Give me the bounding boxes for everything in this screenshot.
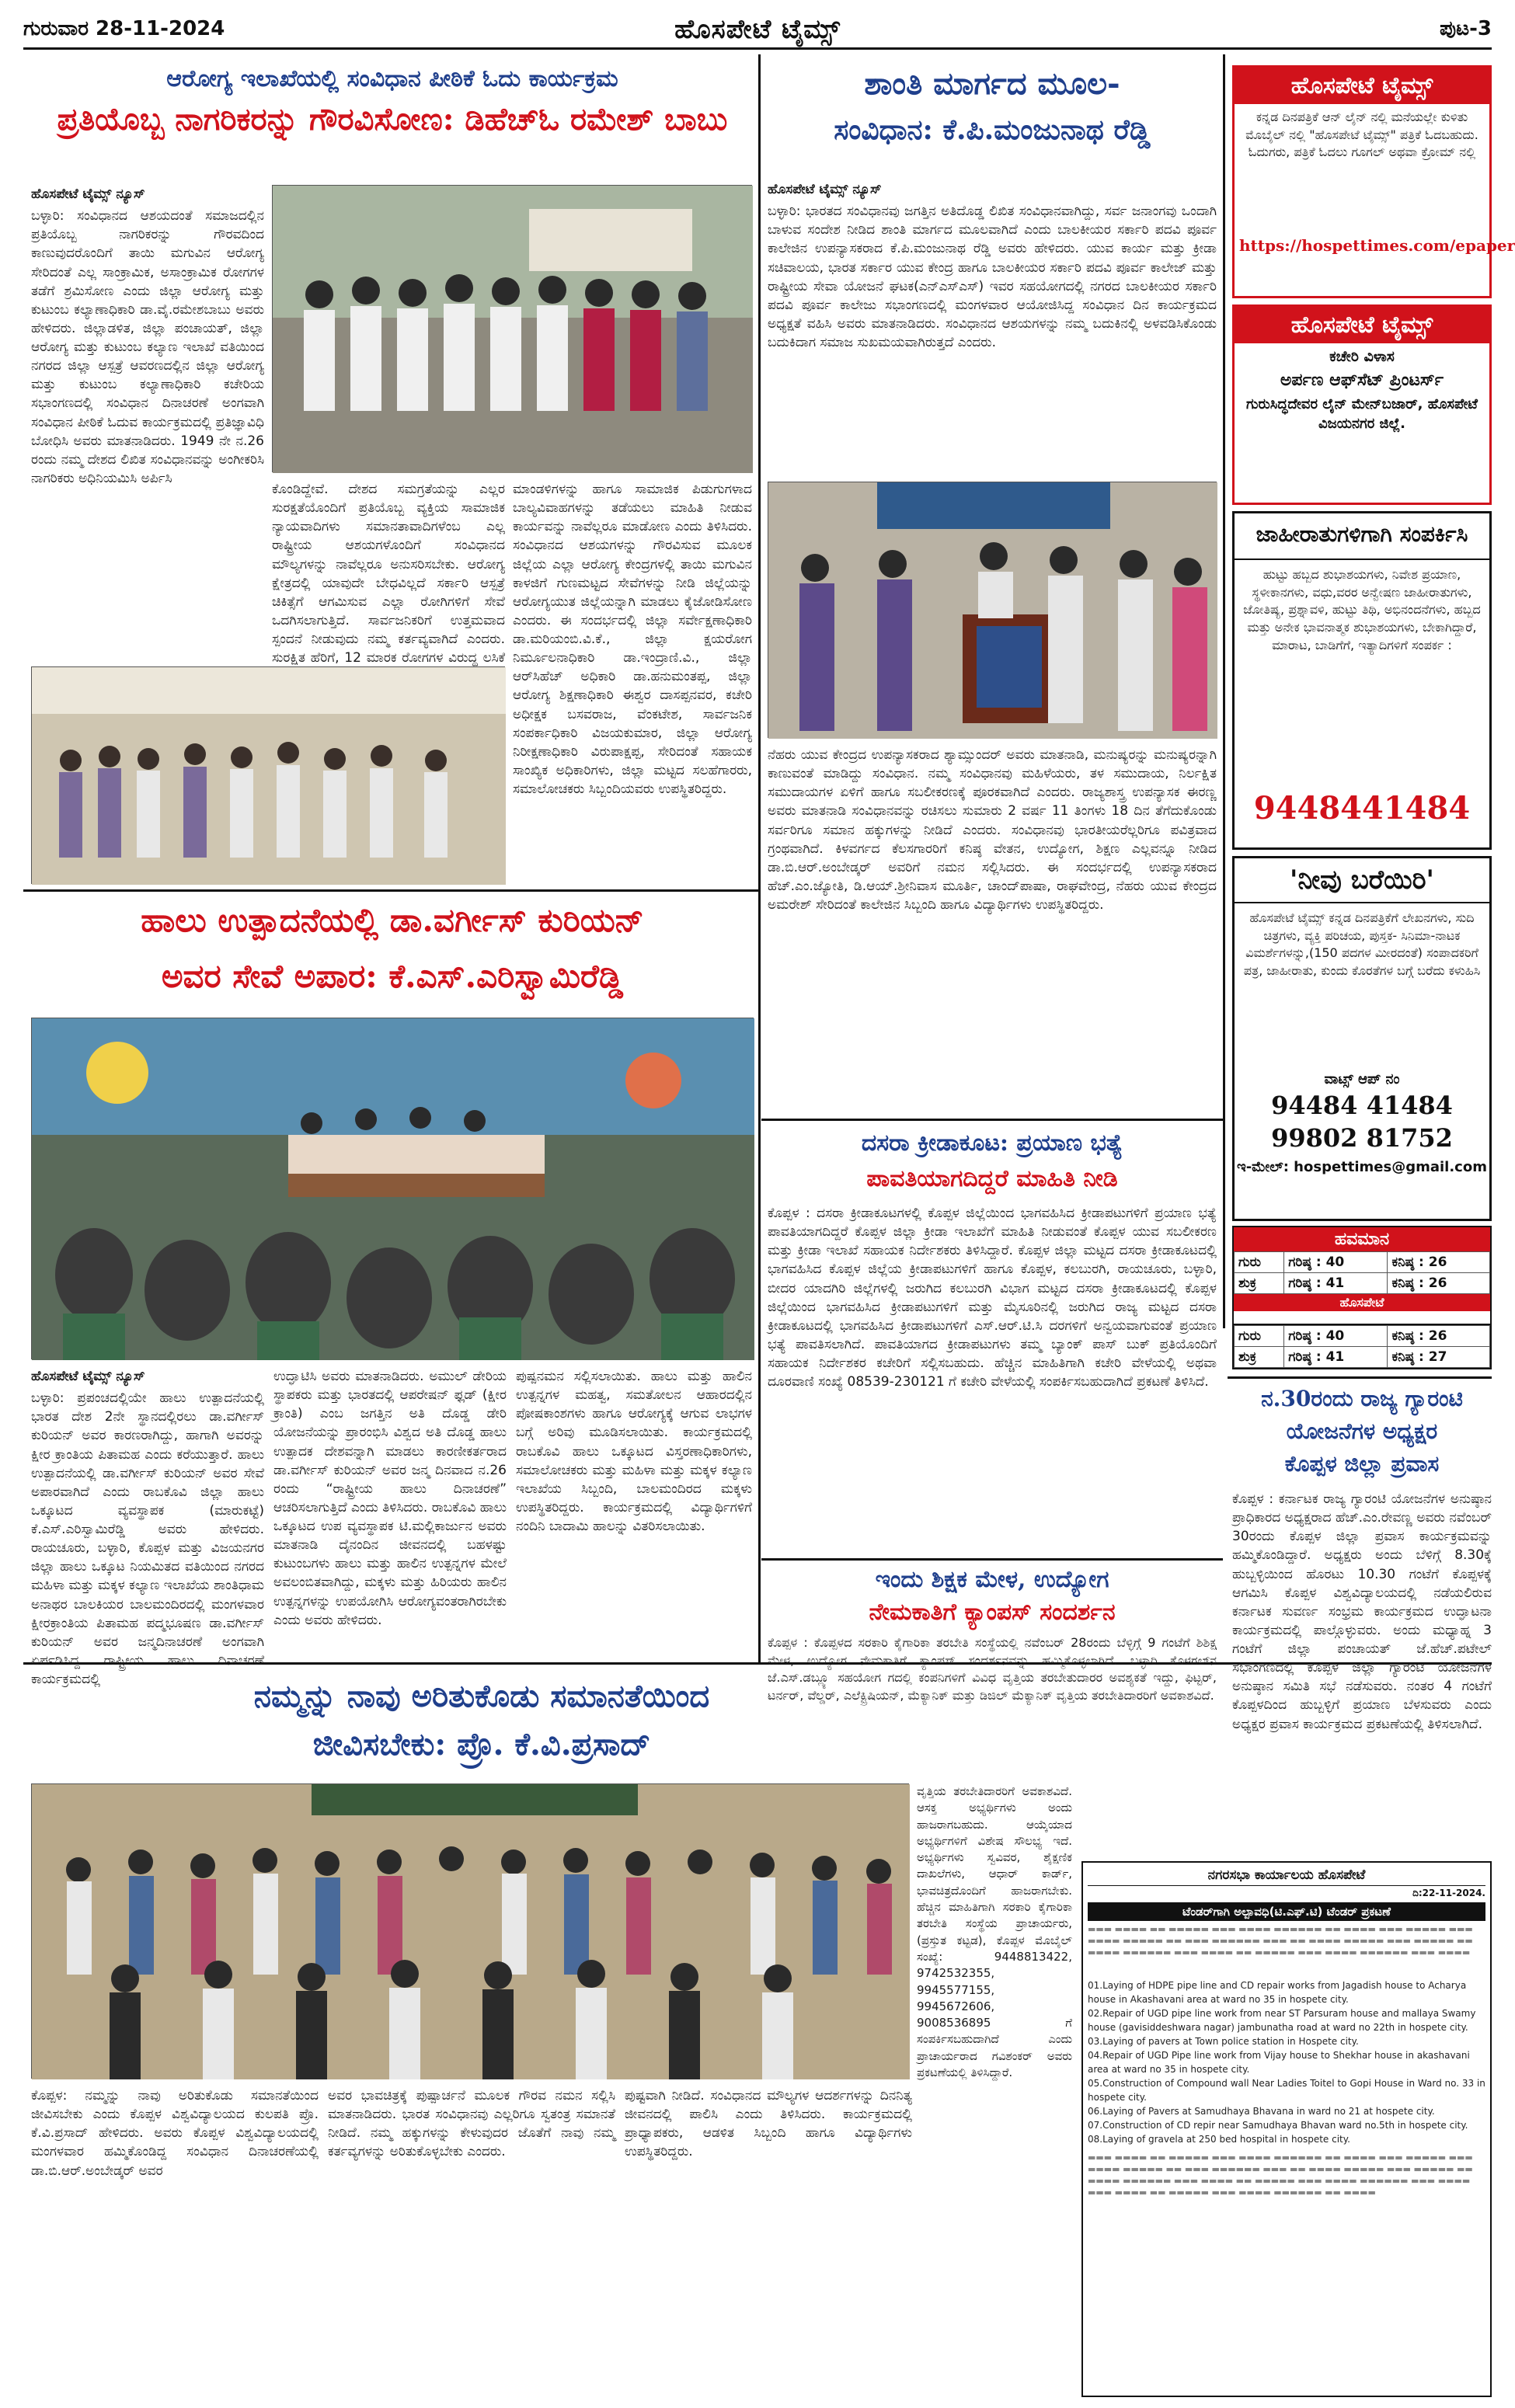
- weather-title: ಹವಮಾನ: [1234, 1227, 1490, 1251]
- tender-notice: [1081, 1861, 1492, 2397]
- tender-title: ಟೆಂಡರ್‌ಗಾಗಿ ಅಲ್ಪಾವಧಿ(ಟಿ.ಎಫ್.ಟಿ) ಟೆಂಡರ್ ಪ್ರಕಟಣೆ: [1088, 1902, 1485, 1921]
- weather-min: ಕನಿಷ್ಠ : 26: [1388, 1273, 1490, 1294]
- article2-text: ಬಳ್ಳಾರಿ: ಭಾರತದ ಸಂವಿಧಾನವು ಜಗತ್ತಿನ ಅತಿದೊಡ್ಡ ಲಿಖಿತ ಸಂವಿಧಾನವಾಗಿದ್ದು, ಸರ್ವ ಜನಾಂಗವು ಒಂದಾಗಿ ಬಾಳುವ ಸಂದೇಶ ನೀಡಿದ ಶಾಂತಿ ಮಾರ್ಗದ ಮೂಲವಾಗಿದೆ ಎಂದು ಬಾಲಕೀಯರ ಸರ್ಕಾರಿ ಪದವಿ ಪೂರ್ವ ಕಾಲೇಜಿನ ಉಪನ್ಯಾಸಕರಾದ ಕೆ.ಪಿ.ಮಂಜುನಾಥ ರೆಡ್ಡಿ ಅವರು ಹೇಳಿದರು. ಯುವ ಕಾರ್ಯ ಮತ್ತು ಕ್ರೀಡಾ ಸಚಿವಾಲಯ, ಭಾರತ ಸರ್ಕಾರ ಯುವ ಕೇಂದ್ರ ಹಾಗೂ ಬಾಲಕೀಯರ ಸರ್ಕಾರಿ ಪದವಿ ಪೂರ್ವ ಕಾಲೇಜ್ ಮತ್ತು ರಾಷ್ಟ್ರೀಯ ಸೇವಾ ಯೋಜನೆ ಘಟಕ(ಎನ್‌ಎಸ್‌ಎಸ್) ಇವರ ಸಹಯೋಗದಲ್ಲಿ ನಗರದ ಬಾಲಕೀಯರ ಸರ್ಕಾರಿ ಪದವಿ ಪೂರ್ವ ಕಾಲೇಜು ಸಭಾಂಗಣದಲ್ಲಿ ಮಂಗಳವಾರ ಆಯೋಜಿಸಿದ್ದ ಸಂವಿಧಾನ ದಿನ ಕಾರ್ಯಕ್ರಮದ ಅಧ್ಯಕ್ಷತೆ ವಹಿಸಿ ಅವರು ಮಾತನಾಡಿದರು. ಸಂವಿಧಾನದ ಆಶಯಗಳನ್ನು ನಮ್ಮ ಬದುಕಿನಲ್ಲಿ ಅಳವಡಿಸಿಕೊಂಡು ಬದುಕಿದಾಗ ಸಮಾಜ ಸುಖಮಯವಾಗಿರುತ್ತದೆ ಎಂದರು.: [768, 204, 1217, 350]
- weather-box-2: [1232, 1325, 1492, 1369]
- weather-table-1: [1234, 1251, 1490, 1294]
- article7-text: ಕೊಪ್ಪಳ: ನಮ್ಮನ್ನು ನಾವು ಅರಿತುಕೊಡು ಸಮಾನತೆಯಿಂದ ಜೀವಿಸಬೇಕು ಎಂದು ಕೊಪ್ಪಳ ವಿಶ್ವವಿದ್ಯಾಲಯದ ಕುಲಪತಿ ಪ್ರೊ. ಕೆ.ವಿ.ಪ್ರಸಾದ್ ಹೇಳಿದರು. ಅವರು ಕೊಪ್ಪಳ ವಿಶ್ವವಿದ್ಯಾಲಯದಲ್ಲಿ ಮಂಗಳವಾರ ಹಮ್ಮಿಕೊಂಡಿದ್ದ ಸಂವಿಧಾನ ದಿನಾಚರಣೆಯಲ್ಲಿ ಡಾ.ಬಿ.ಆರ್.ಅಂಬೇಡ್ಕರ್ ಅವರ: [31, 2088, 319, 2179]
- article6-body: [1232, 1490, 1492, 1855]
- tender-work-item: 08.Laying of gravela at 250 bed hospital in hospete city.: [1088, 2134, 1350, 2145]
- section-divider: [761, 1558, 1223, 1561]
- tender-footer-text: ▬▬▬ ▬▬▬▬ ▬▬ ▬▬▬▬▬ ▬▬▬ ▬▬▬▬ ▬▬▬▬▬▬ ▬▬ ▬▬▬▬ ▬▬▬ ▬▬▬▬▬ ▬▬▬ ▬▬▬▬ ▬▬▬▬▬ ▬▬ ▬▬▬ ▬▬▬▬▬▬ ▬▬▬ ▬▬ ▬▬▬▬ ▬▬▬▬▬ ▬▬▬ ▬▬▬▬▬ ▬▬ ▬▬▬▬ ▬▬▬▬▬▬ ▬▬▬ ▬▬▬▬ ▬▬ ▬▬▬▬▬ ▬▬▬ ▬▬▬▬ ▬▬▬▬▬▬ ▬▬▬ ▬▬▬▬ ▬▬▬ ▬▬▬▬ ▬▬ ▬▬▬▬▬ ▬▬▬ ▬▬▬▬ ▬▬▬▬▬▬ ▬▬ ▬▬▬▬: [1088, 2152, 1473, 2197]
- tender-work-item: 02.Repair of UGD pipe line work from near ST Parsuram house and mallaya Swamy house (gavisiddeshwara nagar) jambunatha road at ward no 22th in hospete city.: [1088, 2008, 1476, 2033]
- article7-text-2: ಅವರ ಭಾವಚಿತ್ರಕ್ಕೆ ಪುಷ್ಪಾರ್ಚನೆ ಮೂಲಕ ಗೌರವ ನಮನ ಸಲ್ಲಿಸಿ ಮಾತನಾಡಿದರು. ಭಾರತ ಸಂವಿಧಾನವು ಎಲ್ಲರಿಗೂ ಸ್ವತಂತ್ರ ಸಮಾನತೆ ನೀಡಿದೆ. ನಮ್ಮ ಹಕ್ಕುಗಳನ್ನು ಕೇಳುವುದರ ಜೊತೆಗೆ ನಾವು ನಮ್ಮ ಕರ್ತವ್ಯಗಳನ್ನು ಅರಿತುಕೊಳ್ಳಬೇಕು ಎಂದರು.: [328, 2088, 615, 2160]
- article7-col3: [625, 2086, 912, 2397]
- tender-work-item: 01.Laying of HDPE pipe line and CD repair works from Jagadish house to Acharya house in Akashavani area at ward no 35 in hospete city.: [1088, 1980, 1467, 2005]
- article7-side-text: ವೃತ್ತಿಯ ತರಬೇತಿದಾರರಿಗೆ ಅವಕಾಶವಿದೆ. ಆಸಕ್ತ ಅಭ್ಯರ್ಥಿಗಳು ಅಂದು ಹಾಜರಾಗಬಹುದು. ಆಯ್ಕೆಯಾದ ಅಭ್ಯರ್ಥಿಗಳಿಗೆ ವಿಶೇಷ ಸೌಲಭ್ಯ ಇದೆ. ಅಭ್ಯರ್ಥಿಗಳು ಸ್ವವಿವರ, ಶೈಕ್ಷಣಿಕ ದಾಖಲೆಗಳು, ಆಧಾರ್ ಕಾರ್ಡ್, ಭಾವಚಿತ್ರದೊಂದಿಗೆ ಹಾಜರಾಗಬೇಕು. ಹೆಚ್ಚಿನ ಮಾಹಿತಿಗಾಗಿ ಸರಕಾರಿ ಕೈಗಾರಿಕಾ ತರಬೇತಿ ಸಂಸ್ಥೆಯ ಪ್ರಾಚಾರ್ಯರು, (ಪ್ರಸ್ತುತ ಕಟ್ಟಡ), ಕೊಪ್ಪಳ ಮೊಬೈಲ್ ಸಂಖ್ಯೆ: 9448813422, 9742532355, 9945577155, 9945672606, 9008536895 ಗೆ ಸಂಪರ್ಕಿಸಬಹುದಾಗಿದೆ ಎಂದು ಪ್ರಾಚಾರ್ಯರಾದ ಗವಿಶಂಕರ್ ಅವರು ಪ್ರಕಟಣೆಯಲ್ಲಿ ತಿಳಿಸಿದ್ದಾರೆ.: [917, 1784, 1072, 2080]
- whatsapp-label: ವಾಟ್ಸ್ ಆಪ್ ನಂ: [1324, 1071, 1400, 1087]
- article4-body: [768, 1204, 1217, 1554]
- ads-contact-box: [1232, 511, 1492, 850]
- article6-headline-1: ನ.30ರಂದು ರಾಜ್ಯ ಗ್ಯಾರಂಟಿ: [1261, 1386, 1463, 1411]
- weather-day: ಶುಕ್ರ: [1235, 1347, 1284, 1368]
- article1-kicker: ಆರೋಗ್ಯ ಇಲಾಖೆಯಲ್ಲಿ ಸಂವಿಧಾನ ಪೀಠಿಕೆ ಓದು ಕಾರ್ಯಕ್ರಮ: [166, 65, 618, 92]
- article7-col2: [328, 2086, 615, 2397]
- article3-headline-1: ಹಾಲು ಉತ್ಪಾದನೆಯಲ್ಲಿ ಡಾ.ವರ್ಗೀಸ್ ಕುರಿಯನ್: [141, 901, 644, 939]
- milk-day-event-photo: [32, 1018, 754, 1360]
- tender-date: ದಿ:22-11-2024.: [1412, 1888, 1485, 1898]
- weather-max: ಗರಿಷ್ಠ : 40: [1284, 1252, 1388, 1273]
- article1-headline: ಪ್ರತಿಯೊಬ್ಬ ನಾಗರಿಕರನ್ನು ಗೌರವಿಸೋಣ: ಡಿಹೆಚ್ಓ ರಮೇಶ್ ಬಾಬು: [57, 101, 728, 137]
- printer-name: ಅರ್ಪಣ ಆಫ್‌ಸೆಟ್ ಪ್ರಿಂಟರ್ಸ್: [1280, 370, 1444, 390]
- weather-box: [1232, 1226, 1492, 1325]
- weather-row: [1235, 1273, 1490, 1294]
- office-street: ಗುರುಸಿದ್ಧದೇವರ ಲೈನ್ ಮೇನ್‌ಬಜಾರ್, ಹೊಸಪೇಟೆ: [1246, 396, 1478, 412]
- university-group-photo: [32, 1784, 910, 2079]
- tender-works-list: [1088, 1978, 1485, 2146]
- office-label: ಕಚೇರಿ ವಿಳಾಸ: [1329, 348, 1395, 365]
- office-district: ವಿಜಯನಗರ ಜಿಲ್ಲೆ.: [1318, 416, 1405, 432]
- article5-body: [768, 1634, 1217, 1703]
- weather-city: ಹೊಸಪೇಟೆ: [1234, 1294, 1490, 1311]
- section-divider: [761, 1119, 1223, 1121]
- phone-1[interactable]: 94484 41484: [1271, 1091, 1453, 1120]
- tender-work-item: 04.Repair of UGD Pipe line work from Vijay house to Shekhar house in akashavani area at ward no 35 in hospete city.: [1088, 2050, 1470, 2075]
- ads-text: ಹುಟ್ಟು ಹಬ್ಬದ ಶುಭಾಶಯಗಳು, ನಿವೇಶ ಪ್ರಯಾಣ, ಸ್ಥಳೀಕಾನಗಳು, ವಧು,ವರರ ಅನ್ವೇಷಣ ಜಾಹೀರಾತುಗಳು, ಜೋತಿಷ್ಯ, ಪ್ರಶ್ನಾವಳಿ, ಹುಟ್ಟು ತಿಥಿ, ಅಭಿನಂದನೆಗಳು, ಹಬ್ಬದ ಮತ್ತು ಅನೇಕ ಭಾವನಾತ್ಮಕ ಶುಭಾಶಯಗಳು, ಬೇಕಾಗಿದ್ದಾರೆ, ಮಾರಾಟ, ಬಾಡಿಗೆಗೆ, ಇತ್ಯಾದಿಗಳಿಗೆ ಸಂಪರ್ಕ :: [1243, 567, 1481, 652]
- tender-work-item: 07.Construction of CD repir near Samudhaya Bhavan ward no.5th in hospete city.: [1088, 2120, 1468, 2131]
- article2-headline-2: ಸಂವಿಧಾನ: ಕೆ.ಪಿ.ಮಂಜುನಾಥ ರೆಡ್ಡಿ: [834, 113, 1151, 146]
- article1-col2: [272, 480, 505, 666]
- article3-col3: [516, 1367, 752, 1656]
- weather-max: ಗರಿಷ್ಠ : 41: [1284, 1273, 1388, 1294]
- weather-min: ಕನಿಷ್ಠ : 26: [1388, 1252, 1490, 1273]
- article7-text-3: ಪುಷ್ಟವಾಗಿ ನೀಡಿದೆ. ಸಂವಿಧಾನದ ಮೌಲ್ಯಗಳ ಆದರ್ಶಗಳನ್ನು ದಿನನಿತ್ಯ ಜೀವನದಲ್ಲಿ ಪಾಲಿಸಿ ಎಂದು ತಿಳಿಸಿದರು. ಕಾರ್ಯಕ್ರಮದಲ್ಲಿ ಪ್ರಾಧ್ಯಾಪಕರು, ಆಡಳಿತ ಸಿಬ್ಬಂದಿ ಹಾಗೂ ವಿದ್ಯಾರ್ಥಿಗಳು ಉಪಸ್ಥಿತರಿದ್ದರು.: [625, 2088, 912, 2160]
- article1-text-2: ಕೊಂಡಿದ್ದೇವೆ. ದೇಶದ ಸಮಗ್ರತೆಯನ್ನು ಎಲ್ಲರ ಸುರಕ್ಷತೆಯೊಂದಿಗೆ ಪ್ರತಿಯೊಬ್ಬ ವ್ಯಕ್ತಿಯ ಸಾಮಾಜಿಕ ನ್ಯಾಯವಾದಿಗಳು ಸಮಾನತಾವಾದಿಗಳೆಂಬ ಎಲ್ಲ ರಾಷ್ಟ್ರೀಯ ಆಶಯಗಳೊಂದಿಗೆ ಸಂವಿಧಾನದ ಮೌಲ್ಯಗಳನ್ನು ನಾವೆಲ್ಲರೂ ಅನುಸರಿಸಬೇಕು. ಆರೋಗ್ಯ ಕ್ಷೇತ್ರದಲ್ಲಿ ಯಾವುದೇ ಬೇಧವಿಲ್ಲದೆ ಸರ್ಕಾರಿ ಆಸ್ಪತ್ರೆ ಚಿಕಿತ್ಸೆಗೆ ಆಗಮಿಸುವ ಎಲ್ಲಾ ರೋಗಿಗಳಿಗೆ ಸೇವೆ ಒದಗಿಸಲಾಗುತ್ತಿದೆ. ಸಾರ್ವಜನಿಕರಿಗೆ ಉತ್ತಮವಾದ ಸ್ಪಂದನೆ ನೀಡುವುದು ನಮ್ಮ ಕರ್ತವ್ಯವಾಗಿದೆ ಎಂದರು. ಸುರಕ್ಷಿತ ಹೆರಿಗೆ, 12 ಮಾರಕ ರೋಗಗಳ ವಿರುದ್ಧ ಲಸಿಕೆ: [272, 482, 505, 666]
- weather-day: ಗುರು: [1235, 1252, 1284, 1273]
- masthead: [23, 14, 1492, 50]
- article6-text: ಕೊಪ್ಪಳ : ಕರ್ನಾಟಕ ರಾಜ್ಯ ಗ್ಯಾರಂಟಿ ಯೋಜನೆಗಳ ಅನುಷ್ಠಾನ ಪ್ರಾಧಿಕಾರದ ಅಧ್ಯಕ್ಷರಾದ ಹೆಚ್.ಎಂ.ರೇವಣ್ಣ ಅವರು ನವೆಂಬರ್ 30ರಂದು ಕೊಪ್ಪಳ ಜಿಲ್ಲಾ ಪ್ರವಾಸ ಕಾರ್ಯಕ್ರಮವನ್ನು ಹಮ್ಮಿಕೊಂಡಿದ್ದಾರೆ. ಅಧ್ಯಕ್ಷರು ಅಂದು ಬೆಳಿಗ್ಗೆ 8.30ಕ್ಕೆ ಹುಬ್ಬಳ್ಳಿಯಿಂದ ಹೊರಟು 10.30 ಗಂಟೆಗೆ ಕೊಪ್ಪಳಕ್ಕೆ ಆಗಮಿಸಿ ಕೊಪ್ಪಳ ವಿಶ್ವವಿದ್ಯಾಲಯದಲ್ಲಿ ನಡೆಯಲಿರುವ ಕರ್ನಾಟಕ ಸುವರ್ಣ ಸಂಭ್ರಮ ಕಾರ್ಯಕ್ರಮದ ಉದ್ಘಾಟನಾ ಕಾರ್ಯಕ್ರಮದಲ್ಲಿ ಪಾಲ್ಗೊಳ್ಳುವರು. ಅಂದು ಮಧ್ಯಾಹ್ನ 3 ಗಂಟೆಗೆ ಜಿಲ್ಲಾ ಪಂಚಾಯತ್ ಜೆ.ಹೆಚ್.ಪಟೇಲ್ ಸಭಾಂಗಣದಲ್ಲಿ ಕೊಪ್ಪಳ ಜಿಲ್ಲಾ ಗ್ಯಾರಂಟಿ ಯೋಜನೆಗಳ ಅನುಷ್ಠಾನ ಸಮಿತಿ ಸಭೆ ನಡೆಸುವರು. ನಂತರ 4 ಗಂಟೆಗೆ ಕೊಪ್ಪಳದಿಂದ ಹುಬ್ಬಳ್ಳಿಗೆ ಪ್ರಯಾಣ ಬೆಳಸುವರು ಎಂದು ಅಧ್ಯಕ್ಷರ ಪ್ರವಾಸ ಕಾರ್ಯಕ್ರಮದ ಪ್ರಕಟಣೆಯಲ್ಲಿ ತಿಳಿಸಲಾಗಿದೆ.: [1232, 1491, 1492, 1732]
- weather-day: ಶುಕ್ರ: [1235, 1273, 1284, 1294]
- weather-row: [1235, 1347, 1490, 1368]
- article3-text: ಬಳ್ಳಾರಿ: ಪ್ರಪಂಚದಲ್ಲಿಯೇ ಹಾಲು ಉತ್ಪಾದನೆಯಲ್ಲಿ ಭಾರತ ದೇಶ 2ನೇ ಸ್ಥಾನದಲ್ಲಿರಲು ಡಾ.ವರ್ಗೀಸ್ ಕುರಿಯನ್ ಅವರ ಕಾರಣರಾಗಿದ್ದು, ಹಾಗಾಗಿ ಅವರನ್ನು ಕ್ಷೀರ ಕ್ರಾಂತಿಯ ಪಿತಾಮಹ ಎಂದು ಕರೆಯುತ್ತಾರೆ. ಹಾಲು ಉತ್ಪಾದನೆಯಲ್ಲಿ ಡಾ.ವರ್ಗೀಸ್ ಕುರಿಯನ್ ಅವರ ಸೇವೆ ಅಪಾರವಾಗಿದೆ ಎಂದು ರಾಬಕೊವಿ ಜಿಲ್ಲಾ ಹಾಲು ಒಕ್ಕೂಟದ ವ್ಯವಸ್ಥಾಪಕ (ಮಾರುಕಟ್ಟೆ) ಕೆ.ಎಸ್.ಎರಿಸ್ವಾಮಿರೆಡ್ಡಿ ಅವರು ಹೇಳಿದರು. ರಾಯಚೂರು, ಬಳ್ಳಾರಿ, ಕೊಪ್ಪಳ ಮತ್ತು ವಿಜಯನಗರ ಜಿಲ್ಲಾ ಹಾಲು ಒಕ್ಕೂಟ ನಿಯಮಿತದ ವತಿಯಿಂದ ನಗರದ ಮಹಿಳಾ ಮತ್ತು ಮಕ್ಕಳ ಕಲ್ಯಾಣ ಇಲಾಖೆಯ ಶಾಂತಿಧಾಮ ಅನಾಥರ ಬಾಲಕಿಯರ ಬಾಲಮಂದಿರದಲ್ಲಿ ಮಂಗಳವಾರ ಕ್ಷೀರಕ್ರಾಂತಿಯ ಪಿತಾಮಹ ಪದ್ಮಭೂಷಣ ಡಾ.ವರ್ಗೀಸ್ ಕುರಿಯನ್ ಅವರ ಜನ್ಮದಿನಾಚರಣೆ ಅಂಗವಾಗಿ ಏರ್ಪಡಿಸಿದ್ದ ರಾಷ್ಟ್ರೀಯ ಹಾಲು ದಿನಾಚರಣೆ ಕಾರ್ಯಕ್ರಮದಲ್ಲಿ: [31, 1390, 264, 1687]
- pledge-hall-photo: [32, 667, 506, 885]
- weather-day: ಗುರು: [1235, 1326, 1284, 1347]
- article3-col1: [31, 1367, 264, 1687]
- office-box-title: ಹೊಸಪೇಟೆ ಟೈಮ್ಸ್: [1235, 307, 1489, 343]
- group-photo-officials: [273, 186, 753, 473]
- weather-row: [1235, 1252, 1490, 1273]
- article4-headline-2: ಪಾವತಿಯಾಗದಿದ್ದರೆ ಮಾಹಿತಿ ನೀಡಿ: [866, 1165, 1118, 1192]
- write-text: ಹೊಸಪೇಟೆ ಟೈಮ್ಸ್ ಕನ್ನಡ ದಿನಪತ್ರಿಕೆಗೆ ಲೇಖನಗಳು, ಸುದಿ ಚಿತ್ರಗಳು, ವ್ಯಕ್ತಿ ಪರಿಚಯ, ಪುಸ್ತಕ- ಸಿನಿಮಾ-ನಾಟಕ ವಿಮರ್ಶೆಗಳನ್ನು,(150 ಪದಗಳ ಮೀರದಂತೆ) ಸಂಪಾದಕರಿಗೆ ಪತ್ರ, ಜಾಹೀರಾತು, ಕುಂದು ಕೊರತೆಗಳ ಬಗ್ಗೆ ಬರೆದು ಕಳುಹಿಸಿ: [1243, 910, 1481, 979]
- weather-min: ಕನಿಷ್ಠ : 26: [1388, 1326, 1490, 1347]
- section-divider: [23, 889, 758, 892]
- weather-max: ಗರಿಷ್ಠ : 40: [1284, 1326, 1388, 1347]
- article7-headline-2: ಜೀವಿಸಬೇಕು: ಪ್ರೊ. ಕೆ.ವಿ.ಪ್ರಸಾದ್: [312, 1726, 651, 1763]
- article3-photo: [31, 1018, 754, 1359]
- article4-text: ಕೊಪ್ಪಳ : ದಸರಾ ಕ್ರೀಡಾಕೂಟಗಳಲ್ಲಿ ಕೊಪ್ಪಳ ಜಿಲ್ಲೆಯಿಂದ ಭಾಗವಹಿಸಿದ ಕ್ರೀಡಾಪಟುಗಳಿಗೆ ಪ್ರಯಾಣ ಭತ್ಯೆ ಪಾವತಿಯಾಗದಿದ್ದರೆ ಕೊಪ್ಪಳ ಜಿಲ್ಲಾ ಕ್ರೀಡಾ ಇಲಾಖೆಗೆ ಮಾಹಿತಿ ನೀಡುವಂತೆ ಕೊಪ್ಪಳ ಯುವ ಸಬಲೀಕರಣ ಮತ್ತು ಕ್ರೀಡಾ ಇಲಾಖೆ ಸಹಾಯಕ ನಿರ್ದೇಶಕರು ತಿಳಿಸಿದ್ದಾರೆ. ಕೊಪ್ಪಳ ಜಿಲ್ಲಾ ಮಟ್ಟದ ದಸರಾ ಕ್ರೀಡಾಕೂಟದಲ್ಲಿ ಭಾಗವಹಿಸಿದ ಕೊಪ್ಪಳ ಜಿಲ್ಲೆಯ ಕ್ರೀಡಾಪಟುಗಳಿಗೆ ಹಾಗೂ ಕೊಪ್ಪಳ, ಕಲಬುರಗಿ, ರಾಯಚೂರು, ಬಳ್ಳಾರಿ, ಬೀದರ ಯಾದಗಿರಿ ಜಿಲ್ಲೆಗಳಲ್ಲಿ ಜರುಗಿದ ಕಲಬುರಗಿ ವಿಭಾಗ ಮಟ್ಟದ ದಸರಾ ಕ್ರೀಡಾಕೂಟದಲ್ಲಿ ಕೊಪ್ಪಳ ಜಿಲ್ಲೆಯಿಂದ ಭಾಗವಹಿಸಿದ ಕ್ರೀಡಾಪಟುಗಳಿಗೆ ಮತ್ತು ಮೈಸೂರಿನಲ್ಲಿ ಜರುಗಿದ ರಾಜ್ಯ ಮಟ್ಟದ ದಸರಾ ಕ್ರೀಡಾಕೂಟದಲ್ಲಿ ಭಾಗವಹಿಸಿದ ಕ್ರೀಡಾಪಟುಗಳಿಗೆ ಎಸ್.ಆರ್.ಟಿ.ಸಿ ದರಗಳಿಗೆ ಅನ್ವಯವಾಗುವಂತೆ ಪ್ರಯಾಣ ಭತ್ಯೆ ಪಾವತಿಸಲಾಗಿದೆ. ಪಾವತಿಯಾಗದ ಕ್ರೀಡಾಪಟುಗಳು ತಮ್ಮ ಬ್ಯಾಂಕ್ ಪಾಸ್ ಬುಕ್ ಪ್ರತಿಯೊಂದಿಗೆ ಸಹಾಯಕ ನಿರ್ದೇಶಕರ ಕಚೇರಿಗೆ ಸಲ್ಲಿಸಬಹುದು. ಹೆಚ್ಚಿನ ಮಾಹಿತಿಗಾಗಿ ಕಚೇರಿ ವೇಳೆಯಲ್ಲಿ ಅಥವಾ ದೂರವಾಣಿ ಸಂಖ್ಯೆ 08539-230121 ಗೆ ಕಚೇರಿ ವೇಳೆಯಲ್ಲಿ ಸಂಪರ್ಕಿಸಬಹುದಾಗಿದೆ ಪ್ರಕಟಣೆ ತಿಳಿಸಿದೆ.: [768, 1206, 1217, 1390]
- article5-headline-2: ನೇಮಕಾತಿಗೆ ಕ್ಯಾಂಪಸ್ ಸಂದರ್ಶನ: [869, 1599, 1116, 1626]
- section-divider: [1228, 1376, 1492, 1379]
- ads-title: ಜಾಹೀರಾತುಗಳಿಗಾಗಿ ಸಂಪರ್ಕಿಸಿ: [1235, 513, 1489, 560]
- ads-phone[interactable]: 9448441484: [1253, 790, 1471, 826]
- office-address-box: [1232, 304, 1492, 505]
- phone-2[interactable]: 99802 81752: [1271, 1123, 1453, 1153]
- article1-photo: [272, 185, 752, 472]
- article4-headline-1: ದಸರಾ ಕ್ರೀಡಾಕೂಟ: ಪ್ರಯಾಣ ಭತ್ಯೆ: [861, 1129, 1123, 1157]
- article5-headline-1: ಇಂದು ಶಿಕ್ಷಕ ಮೇಳ, ಉದ್ಯೋಗ: [875, 1566, 1109, 1593]
- online-promo-title: ಹೊಸಪೇಟೆ ಟೈಮ್ಸ್: [1235, 68, 1489, 104]
- article2-para2: [768, 746, 1217, 1115]
- tender-intro-text: ▬▬▬ ▬▬▬▬ ▬▬ ▬▬▬▬▬ ▬▬▬ ▬▬▬▬ ▬▬▬▬▬▬ ▬▬ ▬▬▬▬ ▬▬▬ ▬▬▬▬▬ ▬▬▬ ▬▬▬▬ ▬▬▬▬▬ ▬▬ ▬▬▬ ▬▬▬▬▬▬ ▬▬▬ ▬▬ ▬▬▬▬ ▬▬▬▬▬ ▬▬▬ ▬▬▬▬▬ ▬▬ ▬▬▬▬ ▬▬▬▬▬▬ ▬▬▬ ▬▬▬▬ ▬▬ ▬▬▬▬▬ ▬▬▬ ▬▬▬▬ ▬▬▬▬▬▬ ▬▬▬ ▬▬▬▬: [1088, 1924, 1473, 1957]
- article1-photo-2: [31, 666, 505, 884]
- article2-para1: [768, 180, 1217, 475]
- article2-text-2: ನೆಹರು ಯುವ ಕೇಂದ್ರದ ಉಪನ್ಯಾಸಕರಾದ ಶ್ಯಾಮ್ಸುಂದರ್ ಅವರು ಮಾತನಾಡಿ, ಮನುಷ್ಯರನ್ನು ಮನುಷ್ಯರನ್ನಾಗಿ ಕಾಣುವಂತೆ ಮಾಡಿದ್ದು ಸಂವಿಧಾನ. ನಮ್ಮ ಸಂವಿಧಾನವು ಮಹಿಳೆಯರು, ತಳ ಸಮುದಾಯ, ನಿರ್ಲಕ್ಷಿತ ಸಮುದಾಯಗಳ ಏಳಿಗೆ ಹಾಗೂ ಸಬಲೀಕರಣಕ್ಕೆ ಪೂರಕವಾಗಿದೆ ಎಂದರು. ರಾಜ್ಯಶಾಸ್ತ್ರ ಉಪನ್ಯಾಸಕ ಈರಣ್ಣ ಅವರು ಮಾತನಾಡಿ ಸಂವಿಧಾನವನ್ನು ರಚಿಸಲು ಸುಮಾರು 2 ವರ್ಷ 11 ತಿಂಗಳು 18 ದಿನ ತೆಗೆದುಕೊಂಡು ಸರ್ವರಿಗೂ ಸಮಾನ ಹಕ್ಕುಗಳನ್ನು ನೀಡಿದೆ ಎಂದರು. ಸಂವಿಧಾನವು ಭಾರತೀಯರೆಲ್ಲರಿಗೂ ಪವಿತ್ರವಾದ ಗ್ರಂಥವಾಗಿದೆ. ಕಿಳವರ್ಗದ ಕೆಲಸಗಾರರಿಗೆ ಕನಿಷ್ಠ ವೇತನ, ಉದ್ಯೋಗ, ಶಿಕ್ಷಣ ಎಲ್ಲವನ್ನೂ ನೀಡಿದ ಡಾ.ಬಿ.ಆರ್.ಅಂಬೇಡ್ಕರ್ ಅವರಿಗೆ ನಮನ ಸಲ್ಲಿಸಿದರು. ಈ ಸಂದರ್ಭದಲ್ಲಿ ಉಪನ್ಯಾಸಕರಾದ ಹೆಚ್.ಎಂ.ಜ್ಯೋತಿ, ಡಿ.ಆಯ್.ಶ್ರೀನಿವಾಸ ಮೂರ್ತಿ, ಚಾಂದ್‌ಪಾಷಾ, ರಾಘವೇಂದ್ರ, ನೆಹರು ಯುವ ಕೇಂದ್ರದ ಅಮರೇಶ್ ಸೇರಿದಂತೆ ಕಾಲೇಜಿನ ಸಿಬ್ಬಂದಿ ಹಾಗೂ ವಿದ್ಯಾರ್ಥಿಗಳು ಉಪಸ್ಥಿತರಿದ್ದರು.: [768, 747, 1217, 913]
- article1-col1: [31, 185, 264, 659]
- page-number: ಪುಟ-3: [1439, 17, 1492, 40]
- article3-byline: ಹೊಸಪೇಟೆ ಟೈಮ್ಸ್ ನ್ಯೂಸ್: [31, 1369, 145, 1384]
- ambedkar-tribute-photo: [768, 482, 1217, 739]
- online-promo-text: ಕನ್ನಡ ದಿನಪತ್ರಿಕೆ ಆನ್ ಲೈನ್ ನಲ್ಲಿ ಮನೆಯಲ್ಲೇ ಕುಳಿತು ಮೊಬೈಲ್ ನಲ್ಲಿ "ಹೊಸಪೇಟೆ ಟೈಮ್ಸ್" ಪತ್ರಿಕೆ ಓದಬಹುದು. ಓದುಗರು, ಪತ್ರಿಕೆ ಓದಲು ಗೂಗಲ್ ಅಥವಾ ಕ್ರೋಮ್ ನಲ್ಲಿ: [1245, 110, 1478, 160]
- online-promo-box: [1232, 65, 1515, 298]
- article7-headline-1: ನಮ್ಮನ್ನು ನಾವು ಅರಿತುಕೊಡು ಸಮಾನತೆಯಿಂದ: [253, 1678, 710, 1714]
- article1-text: ಬಳ್ಳಾರಿ: ಸಂವಿಧಾನದ ಆಶಯದಂತೆ ಸಮಾಜದಲ್ಲಿನ ಪ್ರತಿಯೊಬ್ಬ ನಾಗರಿಕರನ್ನು ಗೌರವದಿಂದ ಕಾಣುವುದರೊಂದಿಗೆ ತಾಯಿ ಮಗುವಿನ ಆರೋಗ್ಯ ಸೇರಿದಂತೆ ಎಲ್ಲ ಸಾಂಕ್ರಾಮಿಕ, ಅಸಾಂಕ್ರಾಮಿಕ ರೋಗಗಳ ತಡೆಗೆ ಶ್ರಮಿಸೋಣ ಎಂದು ಜಿಲ್ಲಾ ಆರೋಗ್ಯ ಮತ್ತು ಕುಟುಂಬ ಕಲ್ಯಾಣಾಧಿಕಾರಿ ಡಾ.ವೈ.ರಮೇಶಬಾಬು ಅವರು ಹೇಳಿದರು. ಜಿಲ್ಲಾಡಳಿತ, ಜಿಲ್ಲಾ ಪಂಚಾಯತ್, ಜಿಲ್ಲಾ ಆರೋಗ್ಯ ಮತ್ತು ಕುಟುಂಬ ಕಲ್ಯಾಣ ಇಲಾಖೆ ವತಿಯಿಂದ ನಗರದ ಜಿಲ್ಲಾ ಆಸ್ಪತ್ರೆ ಆವರಣದಲ್ಲಿನ ಜಿಲ್ಲಾ ಆರೋಗ್ಯ ಮತ್ತು ಕುಟುಂಬ ಕಲ್ಯಾಣಾಧಿಕಾರಿ ಕಚೇರಿಯ ಸಭಾಂಗಣದಲ್ಲಿ ಸಂವಿಧಾನ ದಿನಾಚರಣೆ ಅಂಗವಾಗಿ ಸಂವಿಧಾನ ಪೀಠಿಕೆ ಓದುವ ಕಾರ್ಯಕ್ರಮದಲ್ಲಿ ಪ್ರತಿಜ್ಞಾವಿಧಿ ಬೋಧಿಸಿ ಅವರು ಮಾತನಾಡಿದರು. 1949 ನೇ ನ.26 ರಂದು ನಮ್ಮ ದೇಶದ ಲಿಖಿತ ಸಂವಿಧಾನವನ್ನು ಅಂಗೀಕರಿಸಿ ನಾಗರಿಕರು ಅಧಿನಿಯಮಿಸಿ ಅರ್ಪಿಸಿ: [31, 208, 264, 486]
- issue-date: ಗುರುವಾರ 28-11-2024: [23, 17, 225, 40]
- article5-text: ಕೊಪ್ಪಳ : ಕೊಪ್ಪಳದ ಸರಕಾರಿ ಕೈಗಾರಿಕಾ ತರಬೇತಿ ಸಂಸ್ಥೆಯಲ್ಲಿ ನವೆಂಬರ್ 28ರಂದು ಬೆಳ್ಳಿಗ್ಗೆ 9 ಗಂಟೆಗೆ ಶಿಶಿಕ್ಷ ಮೇಳ, ಉದ್ಯೋಗ ನೇಮಕಾತಿಗೆ ಕ್ಯಾಂಪಸ್ ಸಂದರ್ಶನವನ್ನು ಹಮ್ಮಿಕೊಳ್ಳಲಾಗಿದೆ. ಬಳ್ಳಾರಿ ಕೊಳಗಲ್‌ನ ಜೆ.ಎಸ್.ಡಬ್ಲ್ಯೂ ಸಹಯೋಗ ಗದಲ್ಲಿ ಕಂಪನಿಗಳಿಗೆ ವಿವಿಧ ವೃತ್ತಿಯ ತರಬೇತುದಾರರ ಅವಶ್ಯಕತೆ ಇದ್ದು, ಫಿಟ್ಟರ್, ಟರ್ನರ್, ವೆಲ್ಡರ್, ಎಲೆಕ್ಟ್ರಿಷಿಯನ್, ಮೆಕ್ಯಾನಿಕ್ ಮತ್ತು ಡಿಜಿಲ್ ಮೆಕ್ಯಾನಿಕ್ ವೃತ್ತಿಯ ತರಬೇತಿದಾರರಿಗೆ ಅವಕಾಶವಿದೆ.: [768, 1635, 1217, 1703]
- article3-text-3: ಪುಷ್ಪನಮನ ಸಲ್ಲಿಸಲಾಯಿತು. ಹಾಲು ಮತ್ತು ಹಾಲಿನ ಉತ್ಪನ್ನಗಳ ಮಹತ್ವ, ಸಮತೋಲನ ಆಹಾರದಲ್ಲಿನ ಪೋಷಕಾಂಶಗಳು ಹಾಗೂ ಆರೋಗ್ಯಕ್ಕೆ ಆಗುವ ಲಾಭಗಳ ಬಗ್ಗೆ ಅರಿವು ಮೂಡಿಸಲಾಯಿತು. ಕಾರ್ಯಕ್ರಮದಲ್ಲಿ ರಾಬಕೊವಿ ಹಾಲು ಒಕ್ಕೂಟದ ವಿಸ್ತರಣಾಧಿಕಾರಿಗಳು, ಸಮಾಲೋಚಕರು ಮತ್ತು ಮಹಿಳಾ ಮತ್ತು ಮಕ್ಕಳ ಕಲ್ಯಾಣ ಇಲಾಖೆಯ ಸಿಬ್ಬಂದಿ, ಬಾಲಮಂದಿರದ ಮಕ್ಕಳು ಉಪಸ್ಥಿತರಿದ್ದರು. ಕಾರ್ಯಕ್ರಮದಲ್ಲಿ ವಿದ್ಯಾರ್ಥಿಗಳಿಗೆ ನಂದಿನಿ ಬಾದಾಮಿ ಹಾಲನ್ನು ವಿತರಿಸಲಾಯಿತು.: [516, 1369, 752, 1534]
- article1-col3: [513, 480, 752, 884]
- article2-byline: ಹೊಸಪೇಟೆ ಟೈಮ್ಸ್ ನ್ಯೂಸ್: [768, 182, 882, 197]
- tender-work-item: 06.Laying of Pavers at Samudhaya Bhavana in ward no 21 at hospete city.: [1088, 2106, 1435, 2117]
- article3-text-2: ಉದ್ಘಾಟಿಸಿ ಅವರು ಮಾತನಾಡಿದರು. ಅಮುಲ್ ಡೇರಿಯ ಸ್ಥಾಪಕರು ಮತ್ತು ಭಾರತದಲ್ಲಿ ಆಪರೇಷನ್ ಫ್ಲಡ್ (ಕ್ಷೀರ ಕ್ರಾಂತಿ) ಎಂಬ ಜಗತ್ತಿನ ಅತಿ ದೊಡ್ಡ ಡೇರಿ ಯೋಜನೆಯನ್ನು ಪ್ರಾರಂಭಿಸಿ ವಿಶ್ವದ ಅತಿ ದೊಡ್ಡ ಹಾಲು ಉತ್ಪಾದಕ ದೇಶವನ್ನಾಗಿ ಮಾಡಲು ಕಾರಣೀಕರ್ತರಾದ ಡಾ.ವರ್ಗೀಸ್ ಕುರಿಯನ್ ಅವರ ಜನ್ಮ ದಿನವಾದ ನ.26 ರಂದು “ರಾಷ್ಟ್ರೀಯ ಹಾಲು ದಿನಾಚರಣೆ” ಆಚರಿಸಲಾಗುತ್ತಿದೆ ಎಂದು ತಿಳಿಸಿದರು. ರಾಬಕೊವಿ ಹಾಲು ಒಕ್ಕೂಟದ ಉಪ ವ್ಯವಸ್ಥಾಪಕ ಟಿ.ಮಲ್ಲಿಕಾರ್ಜುನ ಅವರು ಮಾತನಾಡಿ ದೈನಂದಿನ ಜೀವನದಲ್ಲಿ ಬಹಳಷ್ಟು ಕುಟುಂಬಗಳು ಹಾಲು ಮತ್ತು ಹಾಲಿನ ಉತ್ಪನ್ನಗಳ ಮೇಲೆ ಅವಲಂಬಿತವಾಗಿದ್ದು, ಮಕ್ಕಳು ಮತ್ತು ಹಿರಿಯರು ಹಾಲಿನ ಉತ್ಪನ್ನಗಳನ್ನು ಉಪಯೋಗಿಸಿ ಆರೋಗ್ಯವಂತರಾಗಿರಬೇಕು ಎಂದು ಅವರು ಹೇಳಿದರು.: [273, 1369, 507, 1628]
- newspaper-title: ಹೊಸಪೇಟೆ ಟೈಮ್ಸ್: [674, 14, 841, 45]
- article7-side: [917, 1783, 1072, 2079]
- article7-col1: [31, 2086, 319, 2397]
- column-divider: [758, 54, 761, 1662]
- weather-row: [1235, 1326, 1490, 1347]
- article7-photo: [31, 1783, 909, 2079]
- article3-col2: [273, 1367, 507, 1656]
- column-divider: [1223, 54, 1225, 1328]
- tender-work-item: 03.Laying of pavers at Town police station in Hospete city.: [1088, 2036, 1359, 2047]
- tender-office: ನಗರಸಭಾ ಕಾರ್ಯಾಲಯ ಹೊಸಪೇಟೆ: [1088, 1867, 1485, 1886]
- write-title: 'ನೀವು ಬರೆಯಿರಿ': [1235, 858, 1489, 903]
- epaper-link[interactable]: https://hospettimes.com/epaper: [1239, 236, 1515, 255]
- article2-headline-1: ಶಾಂತಿ ಮಾರ್ಗದ ಮೂಲ-: [864, 65, 1120, 102]
- article6-headline-2: ಯೋಜನೆಗಳ ಅಧ್ಯಕ್ಷರ: [1286, 1418, 1438, 1444]
- weather-min: ಕನಿಷ್ಠ : 27: [1388, 1347, 1490, 1368]
- email[interactable]: ಇ-ಮೇಲ್: hospettimes@gmail.com: [1237, 1159, 1487, 1175]
- weather-max: ಗರಿಷ್ಠ : 41: [1284, 1347, 1388, 1368]
- article1-text-3: ಮಾಂಡಳಿಗಳನ್ನು ಹಾಗೂ ಸಾಮಾಜಿಕ ಪಿಡುಗುಗಳಾದ ಬಾಲ್ಯವಿವಾಹಗಳನ್ನು ತಡೆಯಲು ಮಾಹಿತಿ ನೀಡುವ ಕಾರ್ಯವನ್ನು ನಾವೆಲ್ಲರೂ ಮಾಡೋಣ ಎಂದು ತಿಳಿಸಿದರು. ಸಂವಿಧಾನದ ಆಶಯಗಳನ್ನು ಗೌರವಿಸುವ ಮೂಲಕ ಜಿಲ್ಲೆಯ ಎಲ್ಲಾ ಆರೋಗ್ಯ ಕೇಂದ್ರಗಳಲ್ಲಿ ತಾಯಿ ಮಗುವಿನ ಕಾಳಜಿಗೆ ಗುಣಮಟ್ಟದ ಸೇವೆಗಳನ್ನು ನೀಡಿ ಜಿಲ್ಲೆಯನ್ನು ಆರೋಗ್ಯಯುತ ಜಿಲ್ಲೆಯನ್ನಾಗಿ ಮಾಡಲು ಕೈಜೋಡಿಸೋಣ ಎಂದರು. ಈ ಸಂದರ್ಭದಲ್ಲಿ ಜಿಲ್ಲಾ ಸರ್ವೇಕ್ಷಣಾಧಿಕಾರಿ ಡಾ.ಮರಿಯಂಬಿ.ವಿ.ಕೆ., ಜಿಲ್ಲಾ ಕ್ಷಯರೋಗ ನಿರ್ಮೂಲನಾಧಿಕಾರಿ ಡಾ.ಇಂದ್ರಾಣಿ.ವಿ., ಜಿಲ್ಲಾ ಆರ್‌ಸಿಹೆಚ್ ಅಧಿಕಾರಿ ಡಾ.ಹನುಮಂತಪ್ಪ, ಜಿಲ್ಲಾ ಆರೋಗ್ಯ ಶಿಕ್ಷಣಾಧಿಕಾರಿ ಈಶ್ವರ ದಾಸಪ್ಪನವರ, ಕಚೇರಿ ಅಧೀಕ್ಷಕ ಬಸವರಾಜ, ವೆಂಕಟೇಶ, ಸಾರ್ವಜನಿಕ ಸಂಪರ್ಕಾಧಿಕಾರಿ ವಿಜಯಕುಮಾರ, ಜಿಲ್ಲಾ ಆರೋಗ್ಯ ನಿರೀಕ್ಷಣಾಧಿಕಾರಿ ವಿರುಪಾಕ್ಷಪ್ಪ, ಸೇರಿದಂತೆ ಸಹಾಯಕ ಸಾಂಖ್ಯಿಕ ಅಧಿಕಾರಿಗಳು, ಜಿಲ್ಲಾ ಮಟ್ಟದ ಸಲಹೆಗಾರರು, ಸಮಾಲೋಚಕರು ಸಿಬ್ಬಂದಿಯವರು ಉಪಸ್ಥಿತರಿದ್ದರು.: [513, 482, 752, 797]
- tender-work-item: 05.Construction of Compound wall Near Ladies Toitel to Gopi House in Ward no. 33 in hospete city.: [1088, 2078, 1485, 2103]
- write-to-us-box: [1232, 856, 1492, 1221]
- article3-headline-2: ಅವರ ಸೇವೆ ಅಪಾರ: ಕೆ.ಎಸ್.ಎರಿಸ್ವಾಮಿರೆಡ್ಡಿ: [161, 957, 624, 995]
- article2-photo: [768, 482, 1217, 738]
- weather-table-2: [1234, 1325, 1490, 1368]
- article1-byline: ಹೊಸಪೇಟೆ ಟೈಮ್ಸ್ ನ್ಯೂಸ್: [31, 186, 145, 202]
- article6-headline-3: ಕೊಪ್ಪಳ ಜಿಲ್ಲಾ ಪ್ರವಾಸ: [1284, 1451, 1440, 1477]
